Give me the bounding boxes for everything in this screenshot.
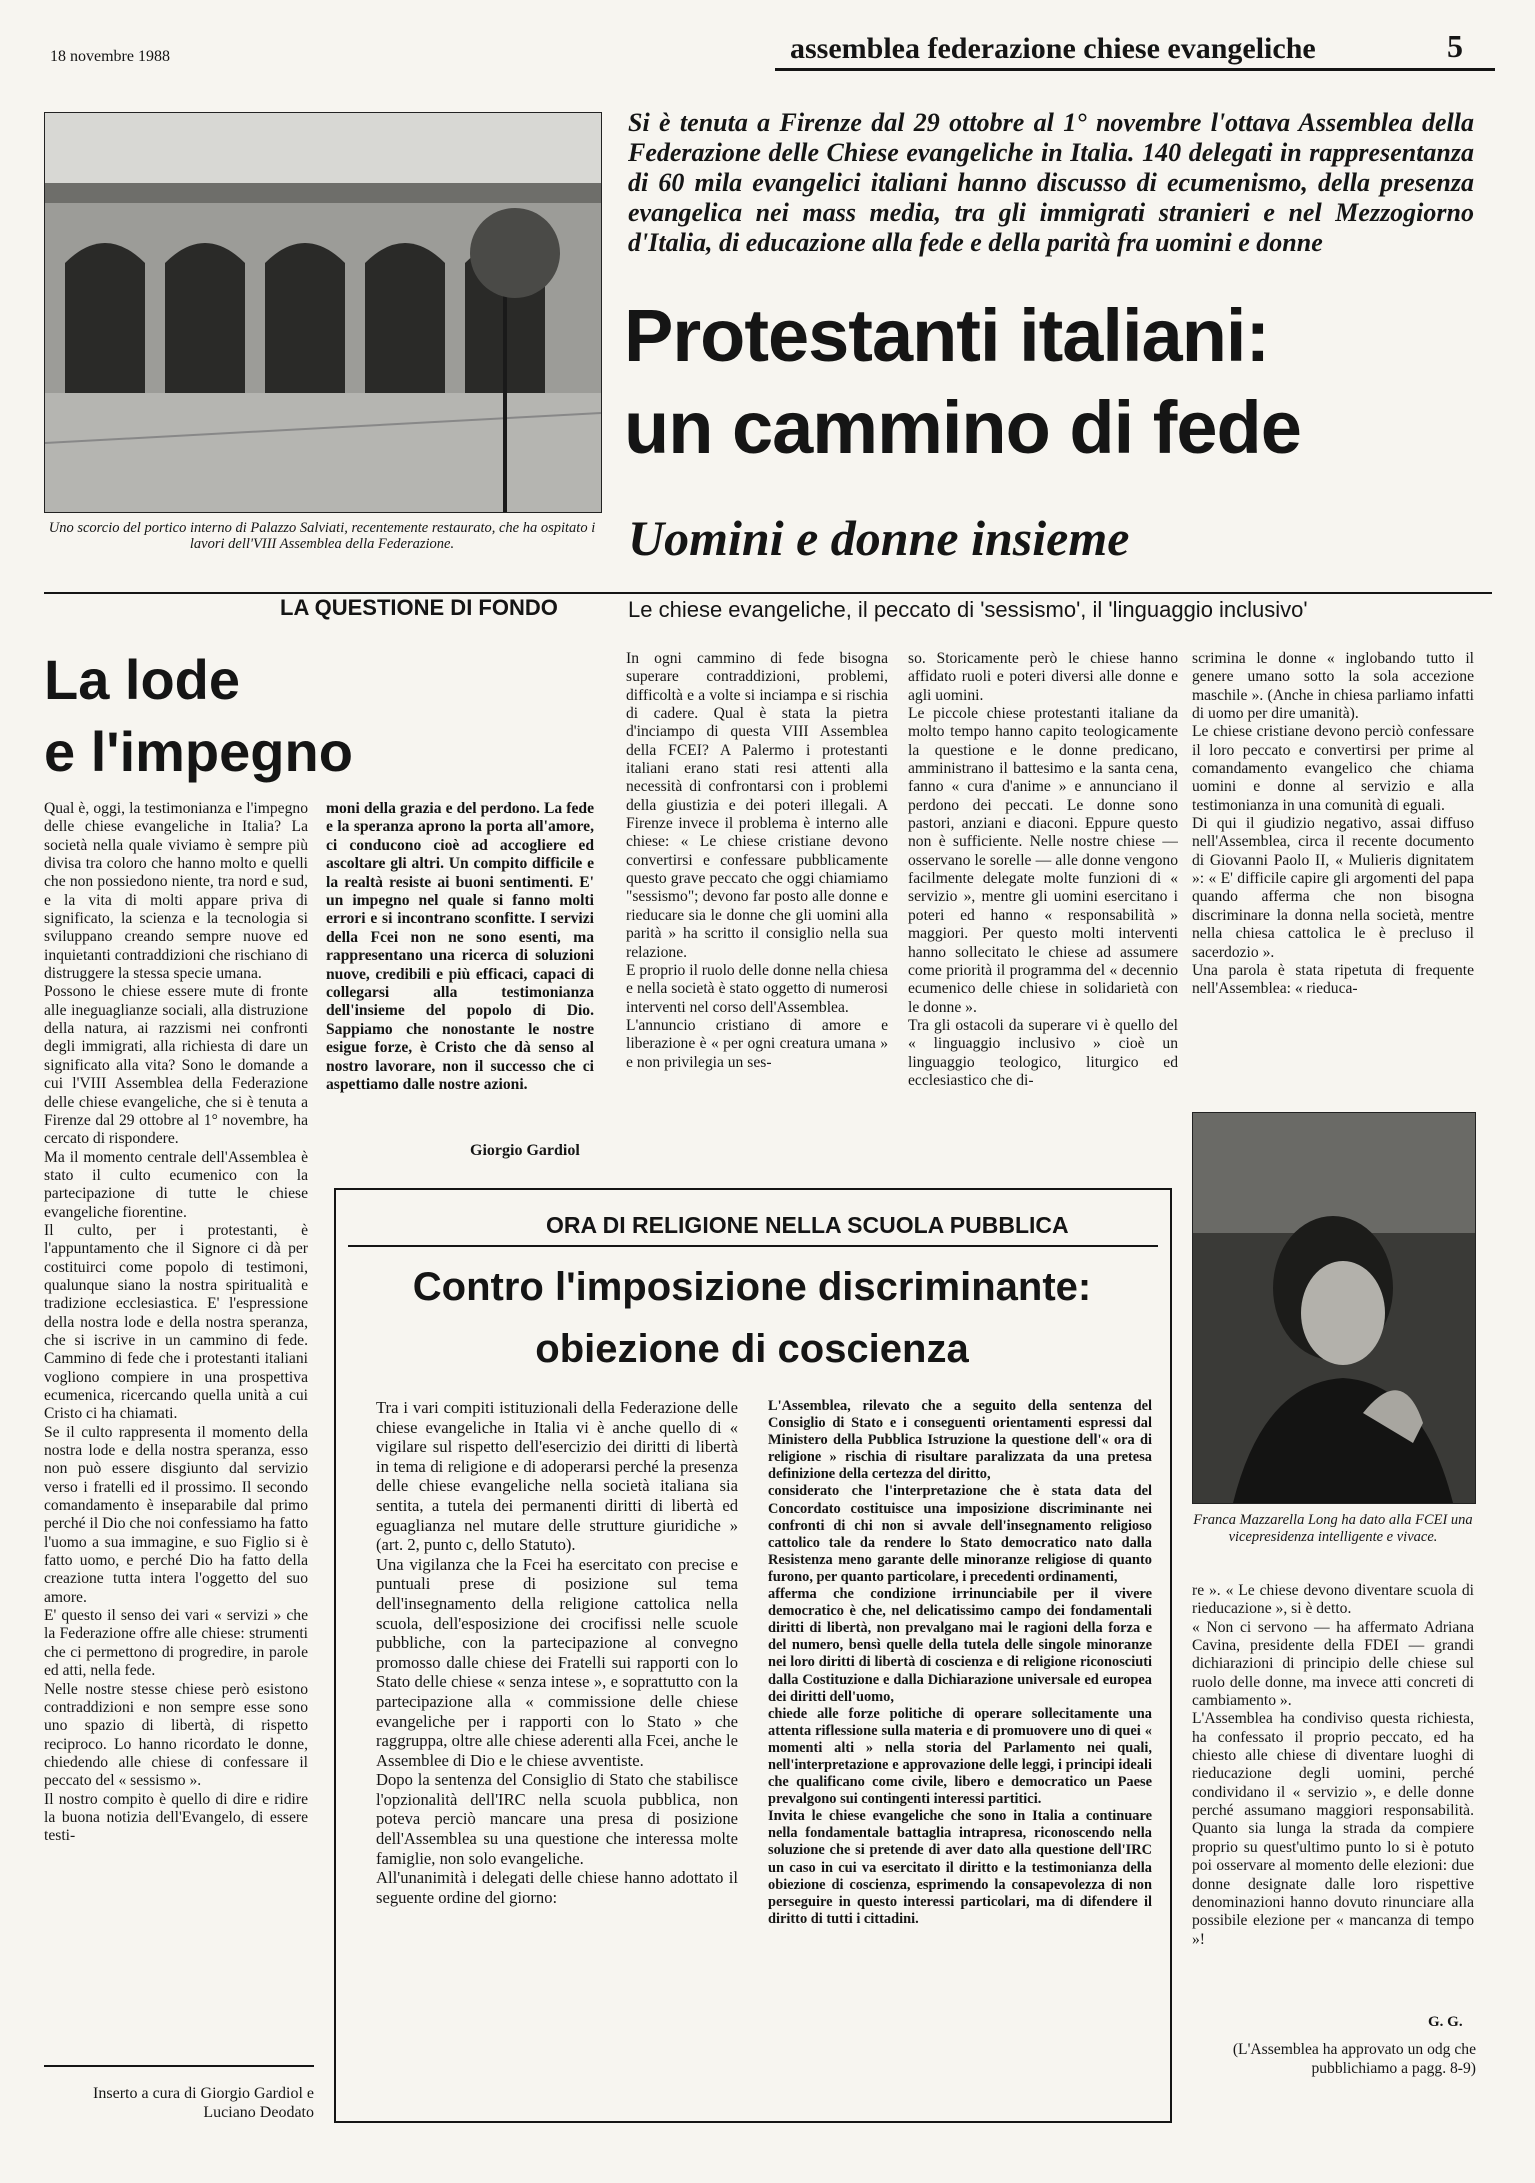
credit-rule [44, 2065, 314, 2067]
uomini-title: Uomini e donne insieme [628, 510, 1130, 566]
portrait-illustration [1193, 1113, 1475, 1503]
lode-column-1: Qual è, oggi, la testimonianza e l'impegno delle chiese evangeliche in Italia? La società nella quale viviamo è sempre più divisa tra coloro che hanno molto e quelli che non possiedono niente, tra nord e sud, e la vita di molti appare priva di significato, la scienza e la tecnologia si sviluppano creando sempre nuove ed inquietanti contraddizioni che rischiano di distruggere la stessa specie umana. Possono le chiese essere mute di fronte alle ineguaglianze sociali, alla distruzione della natura, ai razzismi nei confronti degli immigrati, alla richiesta di dare un significato alla vita? Sono le domande a cui l'VIII Assemblea della Federazione delle chiese evangeliche, che si è tenuta a Firenze dal 29 ottobre al 1° novembre, ha cercato di rispondere. Ma il momento centrale dell'Assemblea è stato il culto ecumenico con la partecipazione di tutte le chiese evangeliche fiorentine. Il culto, per i protestanti, è l'appuntamento che il Signore ci dà per costituirci come popolo di testimoni, qualunque siano la nostra spiritualità e tradizione ecclesiastica. E' l'espressione della nostra lode e della nostra speranza, che si iscrive in un cammino di fede. Cammino di fede che i protestanti italiani vogliono compiere in una prospettiva ecumenica, ricercando quella unità a cui Cristo ci ha chiamati. Se il culto rappresenta il momento della nostra lode e della nostra speranza, esso non può essere disgiunto dal servizio verso i fratelli ed il prossimo. Il secondo comandamento è inseparabile dal primo perché il Dio che noi confessiamo ha fatto l'uomo a sua immagine, e suo Figlio si è fatto uomo, e perché Dio ha fatto della creazione tutta intera l'oggetto del suo amore. E' questo il senso dei vari « servizi » che la Federazione offre alle chiese: strumenti che ci permettono di progredire, in parole ed atti, nella fede. Nelle nostre stesse chiese però esistono contraddizioni e non sempre esse sono uno spazio di libertà, di rispetto reciproco. Lo hanno ricordato le donne, chiedendo alle chiese di confessare il peccato del « sessismo ». Il nostro compito è quello di dire e ridire la buona notizia dell'Evangelo, di essere testi- [44, 800, 308, 1845]
uomini-subtitle: Le chiese evangeliche, il peccato di 'sessismo', il 'linguaggio inclusivo' [628, 597, 1308, 622]
portrait-photo [1192, 1112, 1476, 1504]
religione-column-1: Tra i vari compiti istituzionali della Federazione delle chiese evangeliche in Italia vi è anche quello di « vigilare sul rispetto dell'esercizio dei diritti di libertà in tema di religione e di adoperarsi perché la presenza delle chiese evangeliche nella società italiana sia sentita, a tutela dei permanenti diritti di libertà ed eguaglianza nel mutare delle strutture giuridiche » (art. 2, punto c, dello Statuto). Una vigilanza che la Fcei ha esercitato con precise e puntuali prese di posizione sul tema dell'insegnamento della religione cattolica nella scuola, dell'esposizione dei crocifissi nelle scuole pubbliche, con la partecipazione al convegno promosso dalle chiese dei Fratelli sui rapporti con lo Stato delle chiese « senza intese », e soprattutto con la partecipazione alla « commissione delle chiese evangeliche per i rapporti con lo Stato » che raggruppa, oltre alle chiese aderenti alla Fcei, anche le Assemblee di Dio e le chiese avventiste. Dopo la sentenza del Consiglio di Stato che stabilisce l'opzionalità dell'IRC nella scuola pubblica, non poteva perciò mancare una presa di posizione dell'Assemblea su una questione che interessa molte famiglie, non solo evangeliche. All'unanimità i delegati delle chiese hanno adottato il seguente ordine del giorno: [376, 1398, 738, 1907]
religione-column-2: L'Assemblea, rilevato che a seguito della sentenza del Consiglio di Stato e i conseguenti orientamenti espressi dal Ministero della Pubblica Istruzione la questione dell'« ora di religione » rischia di risultare paralizzata da una pretesa definizione della certezza del diritto, considerato che l'interpretazione che è stata data del Concordato costituisce una imposizione discriminante nei confronti di chi non si avvale dell'insegnamento religioso cattolico tale da rendere lo Stato democratico nato dalla Resistenza meno garante delle minoranze religiose di quanto furono, per quanto particolare, i precedenti ordinamenti, afferma che condizione irrinunciabile per il vivere democratico è che, nel delicatissimo campo dei fondamentali diritti di libertà, non prevalgano mai le ragioni della forza e del numero, bensì quelle della tutela delle singole minoranze nei loro diritti di libertà di coscienza e di religione riconosciuti dalla Costituzione e dalla Dichiarazione universale ed europea dei diritti dell'uomo, chiede alle forze politiche di operare sollecitamente una attenta riflessione sulla materia e di promuovere uno di quei « momenti alti » nella storia del Parlamento nei quali, nell'interpretazione e approvazione delle leggi, i principi ideali che qualificano come civile, libero e democratico un Paese prevalgono sui contingenti interessi partitici. Invita le chiese evangeliche che sono in Italia a continuare nella fondamentale battaglia intrapresa, riconoscendo nella soluzione che si pretende di aver dato alla questione dell'IRC un caso in cui va esercitato il diritto e la testimonianza della obiezione di coscienza, esprimendo la consapevolezza di non perseguire in questo interessi particolari, ma di difendere il diritto di tutti i cittadini. [768, 1398, 1152, 1927]
portrait-caption: Franca Mazzarella Long ha dato alla FCEI una vicepresidenza intelligente e vivace. [1193, 1512, 1473, 1545]
lode-title-line1: La lode [44, 648, 241, 711]
religione-kicker: ORA DI RELIGIONE NELLA SCUOLA PUBBLICA [546, 1212, 1069, 1238]
lode-signature: Giorgio Gardiol [470, 1142, 580, 1159]
uomini-note: (L'Assemblea ha approvato un odg che pubblichiamo a pagg. 8-9) [1232, 2041, 1476, 2077]
religione-title-line1: Contro l'imposizione discriminante: [412, 1265, 1092, 1309]
lode-title-line2: e l'impegno [44, 720, 353, 783]
lode-kicker: LA QUESTIONE DI FONDO [280, 595, 558, 620]
issue-date: 18 novembre 1988 [50, 48, 170, 65]
header-rule [775, 68, 1495, 71]
intro-text: Si è tenuta a Firenze dal 29 ottobre al 1° novembre l'ottava Assemblea della Federazione delle Chiese evangeliche in Italia. 140 delegati in rappresentanza di 60 mila evangelici italiani hanno discusso di ecumenismo, della presenza evangelica nei mass media, tra gli immigrati stranieri e nel Mezzogiorno d'Italia, di educazione alla fede e della parità fra uomini e donne [628, 108, 1474, 257]
religione-title-line2: obiezione di coscienza [535, 1327, 969, 1371]
uomini-signature: G. G. [1428, 2014, 1463, 2030]
uomini-column-1: In ogni cammino di fede bisogna superare contraddizioni, problemi, difficoltà e a volte si inciampa e si rischia di cadere. Qual è stata la pietra d'inciampo di questa VIII Assemblea della FCEI? A Palermo i protestanti italiani erano stati resi attenti alla necessità di confrontarsi con i problemi della giustizia e dei poteri illegali. A Firenze invece il problema è interno alle chiese: « Le chiese cristiane devono convertirsi e confessare pubblicamente questo grave peccato che oggi chiamiamo "sessismo"; devono far posto alle donne e rieducare sia le donne che gli uomini alla parità » ha scritto il consiglio nella sua relazione. E proprio il ruolo delle donne nella chiesa e nella società è stato oggetto di numerosi interventi nel corso dell'Assemblea. L'annuncio cristiano di amore e liberazione è « per ogni creatura umana » e non privilegia un ses- [626, 650, 888, 1071]
section-title: assemblea federazione chiese evangeliche [790, 32, 1316, 65]
uomini-column-3: scrimina le donne « inglobando tutto il genere umano sotto la sola accezione maschile ». (Anche in chiesa parliamo infatti di uomo per dire umanità). Le chiese cristiane devono perciò confessare il loro peccato e convertirsi per prime al comandamento evangelico che chiama uomini e donne al servizio e alla testimonianza in una comunità di eguali. Di qui il giudizio negativo, assai diffuso nell'Assemblea, circa il recente documento di Giovanni Paolo II, « Mulieris dignitatem »: « E' difficile capire gli argomenti del papa quando afferma che non bisogna discriminare la donna nella società, mentre nella chiesa cattolica le è precluso il sacerdozio ». Una parola è stata ripetuta di frequente nell'Assemblea: « rieduca- [1192, 650, 1474, 998]
portico-illustration [45, 113, 601, 512]
uomini-column-2: so. Storicamente però le chiese hanno affidato ruoli e poteri diversi alle donne e agli uomini. Le piccole chiese protestanti italiane da molto tempo hanno capito teologicamente la questione e le donne predicano, amministrano il battesimo e la santa cena, fanno « cura d'anime » e annunciano il perdono dei peccati. Le donne sono pastori, anziani e diaconi. Eppure questo non è sufficiente. Nelle nostre chiese — osservano le sorelle — alle donne vengono facilmente delegate molte funzioni di « servizio », mentre gli uomini esercitano i poteri ed hanno « responsabilità » maggiori. Per questo molti interventi hanno sollecitato le chiese ad assumere come priorità il programma del « decennio ecumenico delle chiese in solidarietà con le donne ». Tra gli ostacoli da superare vi è quello del « linguaggio inclusivo » cioè un linguaggio teologico, liturgico ed ecclesiastico che di- [908, 650, 1178, 1089]
religione-kicker-rule [348, 1245, 1158, 1247]
page-number: 5 [1447, 28, 1463, 64]
main-headline-line1: Protestanti italiani: [624, 294, 1270, 377]
portico-photo [44, 112, 602, 513]
insert-credit: Inserto a cura di Giorgio Gardiol e Luciano Deodato [93, 2085, 314, 2121]
main-headline-line2: un cammino di fede [624, 386, 1301, 469]
section-divider-rule [44, 592, 1492, 594]
lode-column-2: moni della grazia e del perdono. La fede e la speranza aprono la porta all'amore, ci conducono cioè ad accogliere ed ascoltare gli altri. Un compito difficile e la realtà resiste ai buoni sentimenti. E' un impegno nel quale si fanno molti errori e si incontrano sconfitte. I servizi della Fcei non ne sono esenti, ma rappresentano una ricerca di soluzioni nuove, credibili e più efficaci, capaci di collegarsi alla testimonianza dell'insieme del popolo di Dio. Sappiamo che nonostante le nostre esigue forze, è Cristo che dà senso al nostro lavorare, non il successo che ci aspettiamo dalle nostre azioni. [326, 800, 594, 1094]
uomini-column-3-continued: re ». « Le chiese devono diventare scuola di rieducazione », si è detto. « Non ci servono — ha affermato Adriana Cavina, presidente della FDEI — grandi dichiarazioni di principio delle chiese sul ruolo delle donne, ma invece atti concreti di cambiamento ». L'Assemblea ha condiviso questa richiesta, ha confessato il proprio peccato, ed ha chiesto alle chiese di diventare luoghi di rieducazione degli uomini, perché condividano il « servizio », e delle donne perché assumano maggiori responsabilità. Quanto sia lunga la strada da compiere proprio su quest'ultimo punto lo si è potuto poi osservare al momento delle elezioni: due donne designate dalle loro rispettive denominazioni hanno dovuto rinunciare alla possibile elezione per « mancanza di tempo »! [1192, 1582, 1474, 1948]
portico-photo-caption: Uno scorcio del portico interno di Palazzo Salviati, recentemente restaurato, che ha ospitato i lavori dell'VIII Assemblea della Federazione. [48, 520, 596, 552]
